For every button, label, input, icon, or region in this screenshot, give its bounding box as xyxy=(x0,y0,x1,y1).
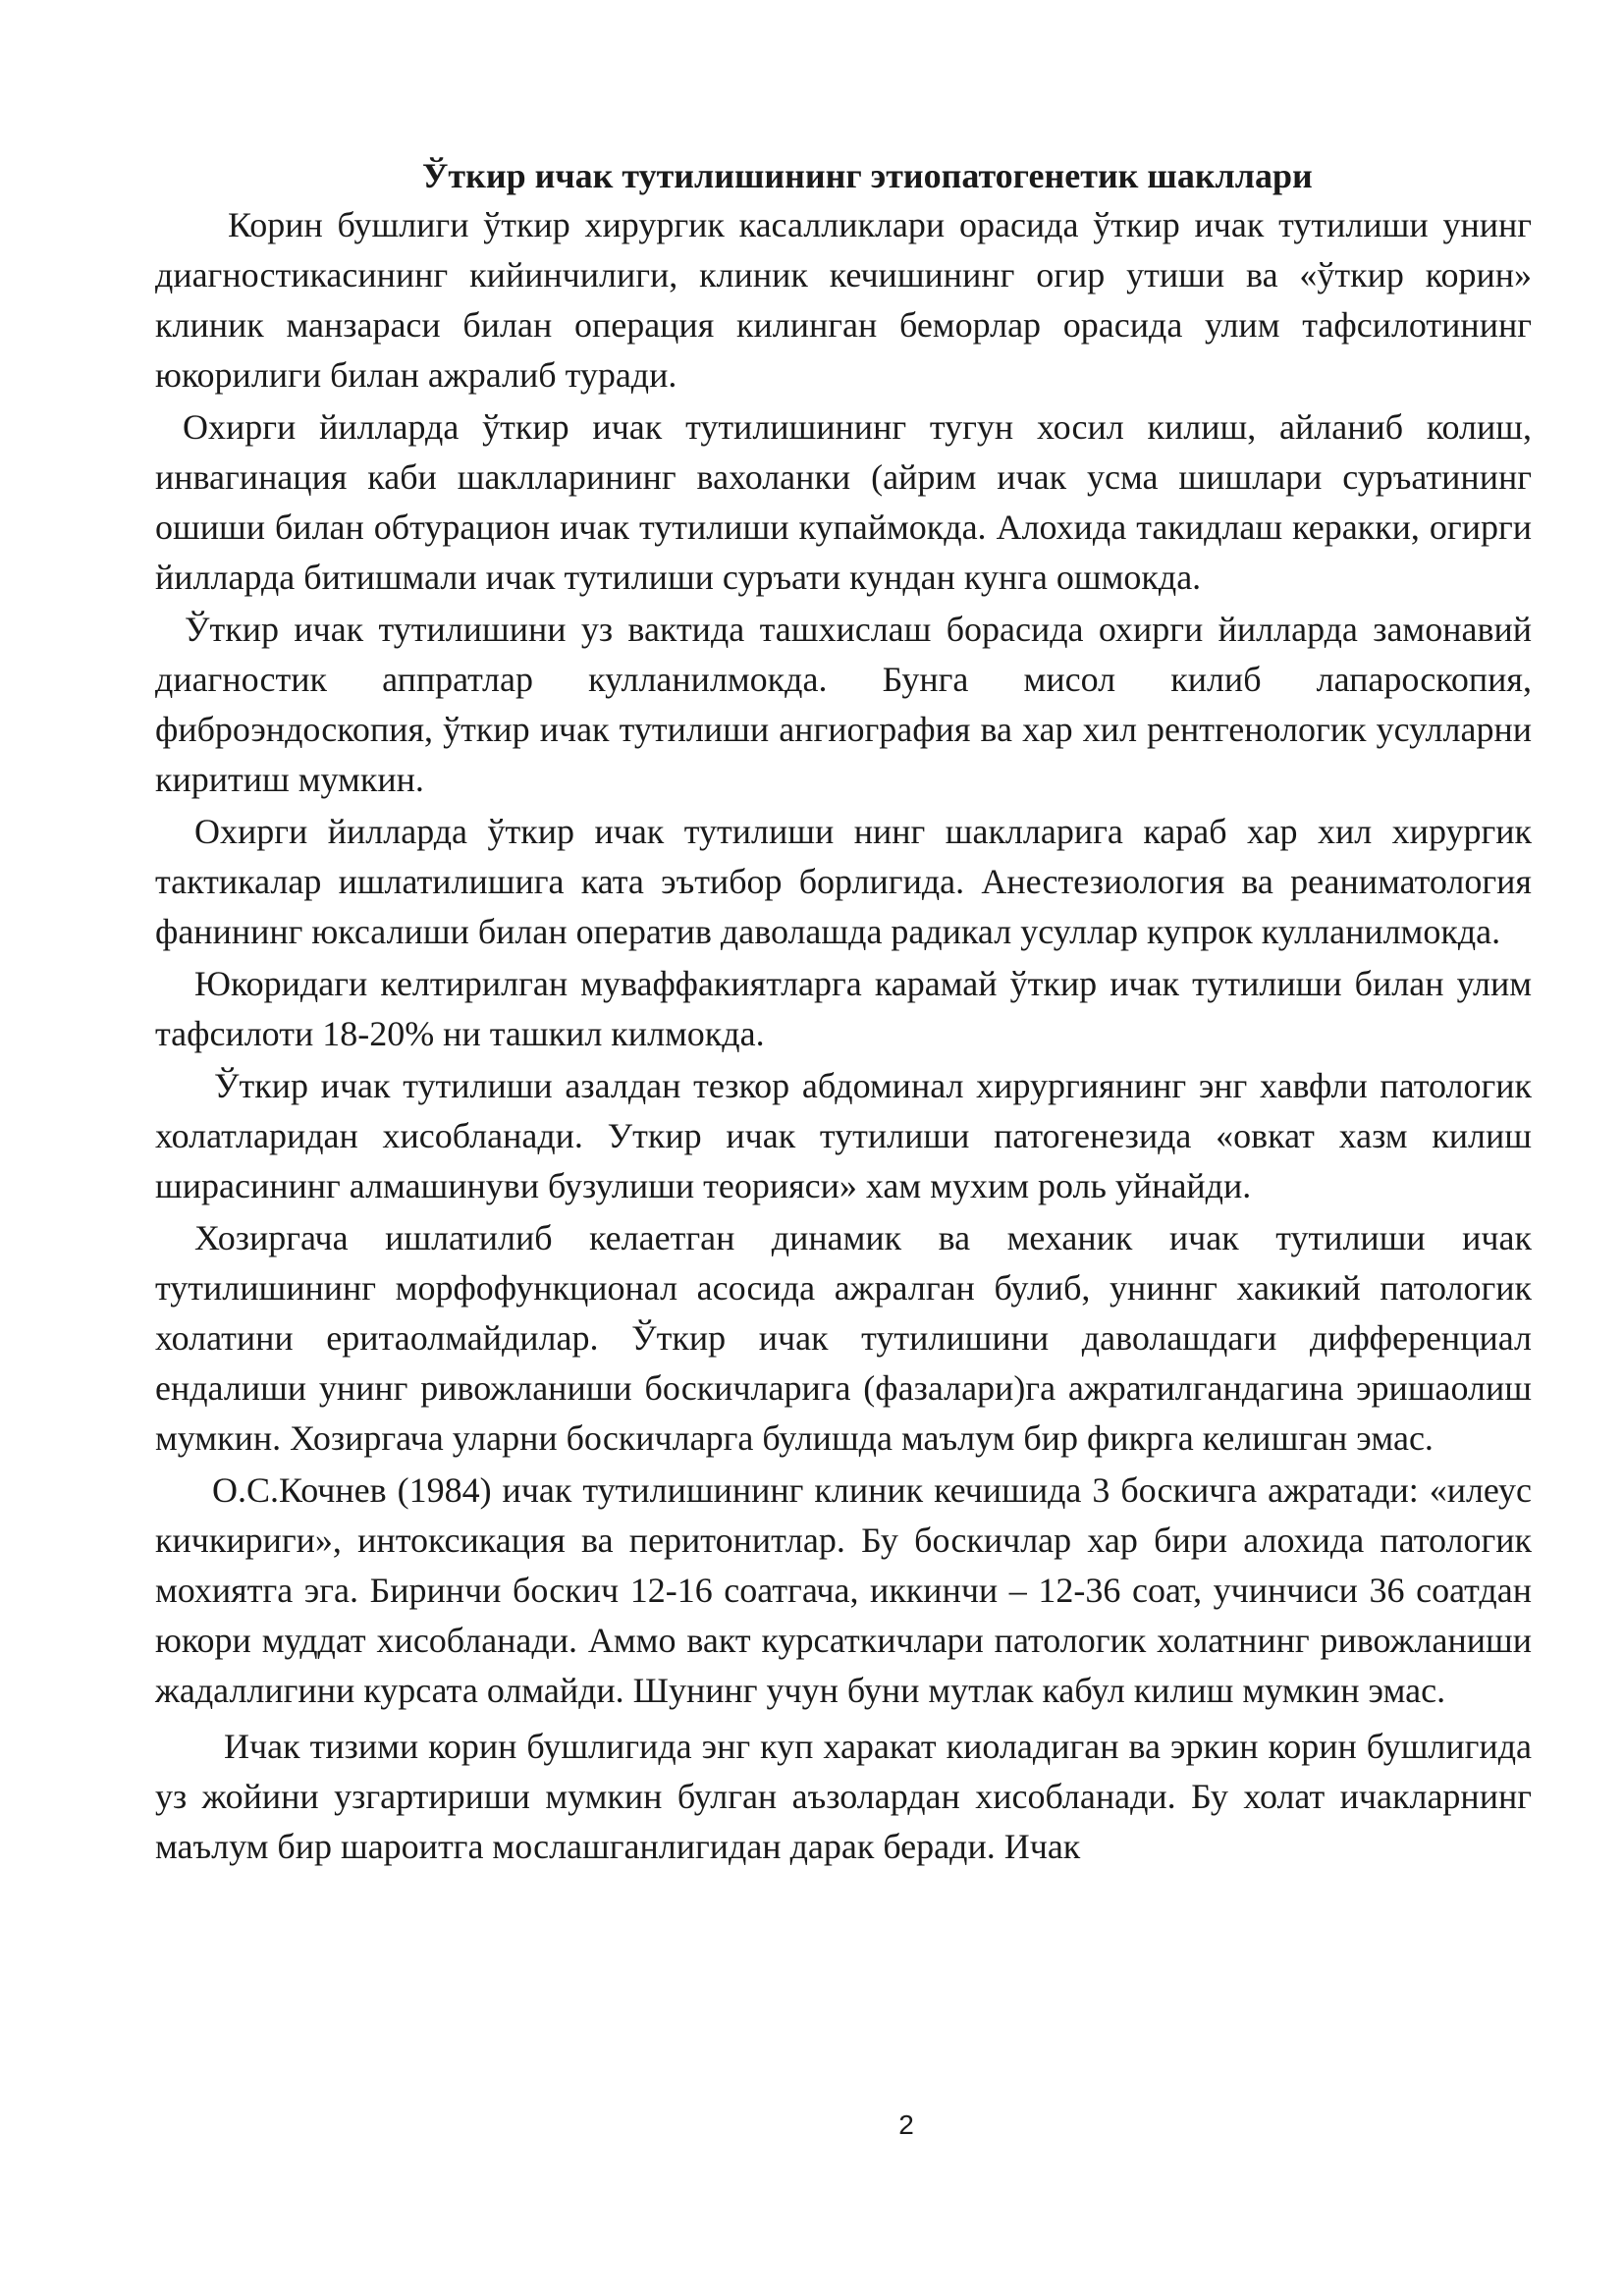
paragraph-5: Юкоридаги келтирилган муваффакиятларга карамай ўткир ичак тутилиши билан улим тафсилоти 18-20% ни ташкил килмокда. xyxy=(155,964,1532,1053)
paragraph-3: Ўткир ичак тутилишини уз вактида ташхислаш борасида охирги йилларда замонавий диагностик аппратлар кулланилмокда. Бунга мисол килиб лапароскопия, фиброэндоскопия, ўткир ичак тутилиши ангиография ва хар хил рентгенологик усулларни киритиш мумкин. xyxy=(155,610,1532,799)
paragraph-9: Ичак тизими корин бушлигида энг куп харакат киоладиган ва эркин корин бушлигида уз жойини узгартириши мумкин булган аъзолардан хисобланади. Бу холат ичакларнинг маълум бир шароитга мослашганлигидан дарак беради. Ичак xyxy=(155,1727,1532,1866)
paragraph-2: Охирги йилларда ўткир ичак тутилишининг тугун хосил килиш, айланиб колиш, инвагинация каби шаклларининг вахоланки (айрим ичак усма шишлари суръатининг ошиши билан обтурацион ичак тутилиши купаймокда. Алохида такидлаш керакки, огирги йилларда битишмали ичак тутилиши суръати кундан кунга ошмокда. xyxy=(155,407,1532,597)
paragraph-4: Охирги йилларда ўткир ичак тутилиши нинг шаклларига караб хар хил хирургик тактикалар ишлатилишига ката эътибор борлигида. Анестезиология ва реаниматология фанининг юксалиши билан оператив даволашда радикал усуллар купрок кулланилмокда. xyxy=(155,812,1532,951)
document-title: Ўткир ичак тутилишининг этиопатогенетик шакллари xyxy=(422,156,1313,195)
paragraph-1: Корин бушлиги ўткир хирургик касалликлари орасида ўткир ичак тутилиши унинг диагностикасининг кийинчилиги, клиник кечишининг огир утиши ва «ўткир корин» клиник манзараси билан операция килинган беморлар орасида улим тафсилотининг юкорилиги билан ажралиб туради. xyxy=(155,205,1532,395)
page-number: 2 xyxy=(898,2109,914,2140)
paragraph-8: О.С.Кочнев (1984) ичак тутилишининг клиник кечишида 3 боскичга ажратади: «илеус кичкириги», интоксикация ва перитонитлар. Бу боскичлар хар бири алохида патологик мохиятга эга. Биринчи боскич 12-16 соатгача, иккинчи – 12-36 соат, учинчиси 36 соатдан юкори муддат хисобланади. Аммо вакт курсаткичлари патологик холатнинг ривожланиши жадаллигини курсата олмайди. Шунинг учун буни мутлак кабул килиш мумкин эмас. xyxy=(155,1470,1532,1710)
document-body xyxy=(155,151,1532,1872)
paragraph-7: Хозиргача ишлатилиб келаетган динамик ва механик ичак тутилиши ичак тутилишининг морфофункционал асосида ажралган булиб, униннг хакикий патологик холатини еритаолмайдилар. Ўткир ичак тутилишини даволашдаги дифференциал ендалиши унинг ривожланиши боскичларига (фазалари)га ажратилгандагина эришаолиш мумкин. Хозиргача уларни боскичларга булишда маълум бир фикрга келишган эмас. xyxy=(155,1218,1532,1458)
paragraph-6: Ўткир ичак тутилиши азалдан тезкор абдоминал хирургиянинг энг хавфли патологик холатларидан хисобланади. Уткир ичак тутилиши патогенезида «овкат хазм килиш ширасининг алмашинуви бузулиши теорияси» хам мухим роль уйнайди. xyxy=(155,1066,1532,1205)
